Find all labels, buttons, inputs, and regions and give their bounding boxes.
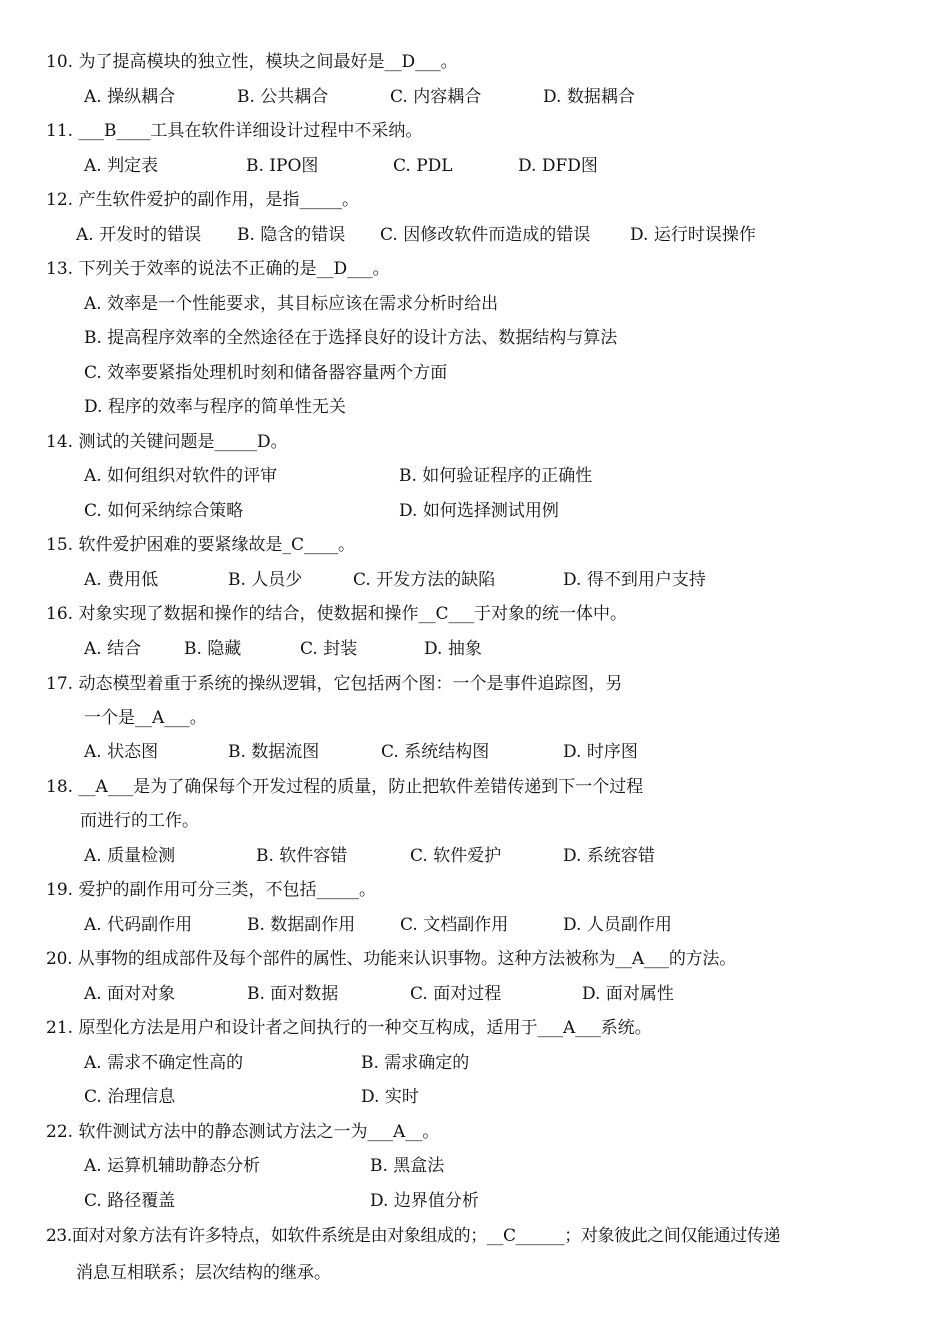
- question-18-option-b: B. 软件容错: [256, 846, 348, 866]
- question-22-stem: 22. 软件测试方法中的静态测试方法之一为___A__。: [46, 1122, 440, 1142]
- question-12-option-d: D. 运行时误操作: [630, 225, 756, 245]
- question-13-option-b: B. 提高程序效率的全然途径在于选择良好的设计方法、数据结构与算法: [84, 328, 618, 348]
- question-20-stem: 20. 从事物的组成部件及每个部件的属性、功能来认识事物。这种方法被称为__A___的方法。: [46, 949, 737, 969]
- question-15-option-b: B. 人员少: [228, 570, 303, 590]
- question-18-option-a: A. 质量检测: [84, 846, 176, 866]
- question-21-stem: 21. 原型化方法是用户和设计者之间执行的一种交互构成，适用于___A___系统。: [46, 1018, 652, 1038]
- question-11-option-d: D. DFD图: [518, 156, 598, 176]
- question-15-option-c: C. 开发方法的缺陷: [353, 570, 496, 590]
- question-17-option-b: B. 数据流图: [228, 742, 320, 762]
- question-13-option-d: D. 程序的效率与程序的简单性无关: [84, 397, 346, 417]
- question-18-option-c: C. 软件爱护: [410, 846, 502, 866]
- question-13-option-c: C. 效率要紧指处理机时刻和储备器容量两个方面: [84, 363, 448, 383]
- question-16-option-c: C. 封装: [300, 639, 358, 659]
- question-11-option-b: B. IPO图: [246, 156, 319, 176]
- question-11-option-a: A. 判定表: [84, 156, 159, 176]
- question-22-option-a: A. 运算机辅助静态分析: [84, 1156, 261, 1176]
- question-15-stem: 15. 软件爱护困难的要紧缘故是_C____。: [46, 535, 355, 555]
- question-16-stem: 16. 对象实现了数据和操作的结合，使数据和操作__C___于对象的统一体中。: [46, 604, 627, 624]
- question-20-option-b: B. 面对数据: [247, 984, 339, 1004]
- question-20-option-a: A. 面对对象: [84, 984, 176, 1004]
- question-10-option-d: D. 数据耦合: [543, 87, 635, 107]
- question-21-option-a: A. 需求不确定性高的: [84, 1053, 244, 1073]
- question-10-option-b: B. 公共耦合: [237, 87, 329, 107]
- question-19-option-c: C. 文档副作用: [400, 915, 509, 935]
- question-19-option-b: B. 数据副作用: [247, 915, 356, 935]
- question-12-option-c: C. 因修改软件而造成的错误: [380, 225, 591, 245]
- question-18-stem-continued: 而进行的工作。: [80, 811, 199, 831]
- question-23-stem: 23.面对对象方法有许多特点，如软件系统是由对象组成的；__C______；对象彼此之间仅能通过传递: [46, 1226, 781, 1246]
- question-17-option-c: C. 系统结构图: [381, 742, 490, 762]
- question-14-option-c: C. 如何采纳综合策略: [84, 501, 244, 521]
- question-21-option-b: B. 需求确定的: [361, 1053, 470, 1073]
- question-17-stem-continued: 一个是__A___。: [84, 708, 207, 728]
- question-11-option-c: C. PDL: [393, 156, 453, 176]
- question-23-stem-continued: 消息互相联系；层次结构的继承。: [76, 1263, 331, 1283]
- question-13-option-a: A. 效率是一个性能要求，其目标应该在需求分析时给出: [84, 294, 499, 314]
- question-10-option-a: A. 操纵耦合: [84, 87, 176, 107]
- question-20-option-c: C. 面对过程: [410, 984, 502, 1004]
- question-13-stem: 13. 下列关于效率的说法不正确的是__D___。: [46, 259, 390, 279]
- question-17-stem: 17. 动态模型着重于系统的操纵逻辑，它包括两个图：一个是事件追踪图，另: [46, 674, 623, 694]
- question-19-stem: 19. 爱护的副作用可分三类，不包括_____。: [46, 880, 376, 900]
- question-18-stem: 18. __A___是为了确保每个开发过程的质量，防止把软件差错传递到下一个过程: [46, 777, 644, 797]
- question-21-option-d: D. 实时: [361, 1087, 419, 1107]
- question-21-option-c: C. 治理信息: [84, 1087, 176, 1107]
- question-12-option-a: A. 开发时的错误: [76, 225, 202, 245]
- question-14-option-d: D. 如何选择测试用例: [399, 501, 559, 521]
- question-12-option-b: B. 隐含的错误: [237, 225, 346, 245]
- question-22-option-d: D. 边界值分析: [370, 1191, 479, 1211]
- question-12-stem: 12. 产生软件爱护的副作用，是指_____。: [46, 190, 359, 210]
- question-14-option-b: B. 如何验证程序的正确性: [399, 466, 593, 486]
- question-18-option-d: D. 系统容错: [563, 846, 655, 866]
- question-19-option-d: D. 人员副作用: [563, 915, 672, 935]
- question-14-stem: 14. 测试的关键问题是_____D。: [46, 432, 288, 452]
- question-10-stem: 10. 为了提高模块的独立性，模块之间最好是__D___。: [46, 52, 458, 72]
- question-15-option-d: D. 得不到用户支持: [563, 570, 706, 590]
- question-16-option-a: A. 结合: [84, 639, 142, 659]
- question-10-option-c: C. 内容耦合: [390, 87, 482, 107]
- question-22-option-c: C. 路径覆盖: [84, 1191, 176, 1211]
- question-15-option-a: A. 费用低: [84, 570, 159, 590]
- question-11-stem: 11. ___B____工具在软件详细设计过程中不采纳。: [46, 121, 423, 141]
- question-14-option-a: A. 如何组织对软件的评审: [84, 466, 278, 486]
- question-16-option-d: D. 抽象: [424, 639, 482, 659]
- question-17-option-d: D. 时序图: [563, 742, 638, 762]
- question-16-option-b: B. 隐藏: [184, 639, 242, 659]
- question-19-option-a: A. 代码副作用: [84, 915, 193, 935]
- question-22-option-b: B. 黑盒法: [370, 1156, 445, 1176]
- question-20-option-d: D. 面对属性: [582, 984, 674, 1004]
- question-17-option-a: A. 状态图: [84, 742, 159, 762]
